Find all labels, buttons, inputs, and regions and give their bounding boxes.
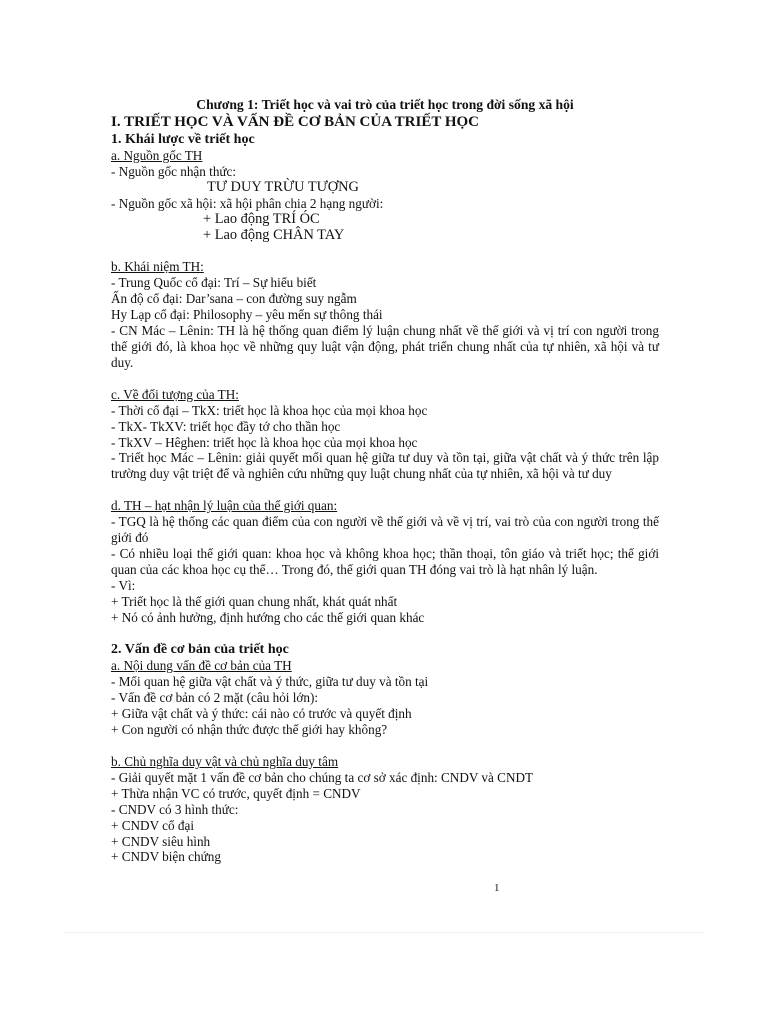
page-bottom-divider [64, 932, 704, 933]
text-line: Hy Lạp cổ đại: Philosophy – yêu mến sự thông thái [111, 307, 383, 323]
item-heading: d. TH – hạt nhận lý luận của thế giới quan: [111, 498, 338, 514]
item-heading: c. Về đối tượng của TH: [111, 386, 239, 402]
text-line: - Vì: [111, 577, 136, 593]
spacer [111, 625, 659, 641]
paragraph: - Triết học Mác – Lênin: giải quyết mối quan hệ giữa tư duy và tồn tại, giữa vật chất và ý thức trên lập trường duy vật triệt để và nghiên cứu những quy luật chung nhất của tự nhiên, xã hội và tư duy [111, 450, 659, 482]
text-line: + Triết học là thế giới quan chung nhất, khát quát nhất [111, 593, 398, 609]
text-line: - Giải quyết mặt 1 vấn đề cơ bản cho chúng ta cơ sở xác định: CNDV và CNDT [111, 769, 534, 785]
text-line: - TkXV – Hêghen: triết học là khoa học của mọi khoa học [111, 434, 418, 450]
text-line: TƯ DUY TRỪU TƯỢNG [207, 178, 359, 195]
spacer [111, 243, 659, 259]
item-heading: a. Nguồn gốc TH [111, 148, 203, 163]
spacer [111, 371, 659, 387]
chapter-title: Chương 1: Triết học và vai trò của triết học trong đời sống xã hội [196, 97, 574, 112]
section-heading: I. TRIẾT HỌC VÀ VẤN ĐỀ CƠ BẢN CỦA TRIẾT HỌC [111, 114, 480, 130]
item-heading: b. Chủ nghĩa duy vật và chủ nghĩa duy tâm [111, 754, 339, 769]
paragraph: - TGQ là hệ thống các quan điểm của con người về thế giới và về vị trí, vai trò của con người trong thế giới đó [111, 514, 659, 546]
text-line: - Trung Quốc cổ đại: Trí – Sự hiểu biết [111, 275, 317, 291]
text-line: - Vấn đề cơ bản có 2 mặt (câu hỏi lớn): [111, 690, 319, 706]
text-line: + CNDV cổ đại [111, 817, 195, 833]
text-line: + Giữa vật chất và ý thức: cái nào có trước và quyết định [111, 706, 412, 722]
text-line: - CNDV có 3 hình thức: [111, 801, 239, 817]
text-line: + Nó có ảnh hưởng, định hướng cho các thế giới quan khác [111, 609, 425, 625]
text-line: + Con người có nhận thức được thế giới hay không? [111, 722, 388, 738]
text-line: + Thừa nhận VC có trước, quyết định = CNDV [111, 785, 361, 801]
text-line: - Mối quan hệ giữa vật chất và ý thức, giữa tư duy và tồn tại [111, 674, 429, 690]
item-heading: a. Nội dung vấn đề cơ bản của TH [111, 658, 292, 674]
paragraph: - Có nhiều loại thế giới quan: khoa học và không khoa học; thần thoại, tôn giáo và triết học; thế giới quan của các khoa học cụ thể… Trong đó, thế giới quan TH đóng vai trò là hạt nhân lý luận. [111, 545, 659, 577]
spacer [111, 482, 659, 498]
text-line: - Thời cổ đại – TkX: triết học là khoa học của mọi khoa học [111, 402, 428, 418]
text-line: - Nguồn gốc nhận thức: [111, 163, 237, 179]
text-line: + CNDV biện chứng [111, 849, 221, 865]
subsection-heading: 2. Vấn đề cơ bản của triết học [111, 642, 289, 658]
text-line: + CNDV siêu hình [111, 833, 211, 849]
subsection-heading: 1. Khái lược về triết học [111, 132, 255, 147]
text-line: + Lao động CHÂN TAY [203, 226, 345, 243]
document-body [111, 96, 659, 865]
item-heading: b. Khái niệm TH: [111, 259, 204, 275]
page-number: 1 [494, 882, 500, 894]
text-line: Ấn độ cổ đại: Dar’sana – con đường suy ngẫm [111, 291, 357, 307]
paragraph: - CN Mác – Lênin: TH là hệ thống quan điểm lý luận chung nhất về thế giới và vị trí con người trong thế giới đó, là khoa học về những quy luật vận động, phát triển chung nhất của tự nhiên, xã hội và tư duy. [111, 323, 659, 370]
spacer [111, 738, 659, 754]
text-line: - Nguồn gốc xã hội: xã hội phân chia 2 hạng người: [111, 195, 384, 211]
text-line: - TkX- TkXV: triết học đầy tớ cho thần học [111, 418, 341, 434]
text-line: + Lao động TRÍ ÓC [203, 210, 320, 227]
